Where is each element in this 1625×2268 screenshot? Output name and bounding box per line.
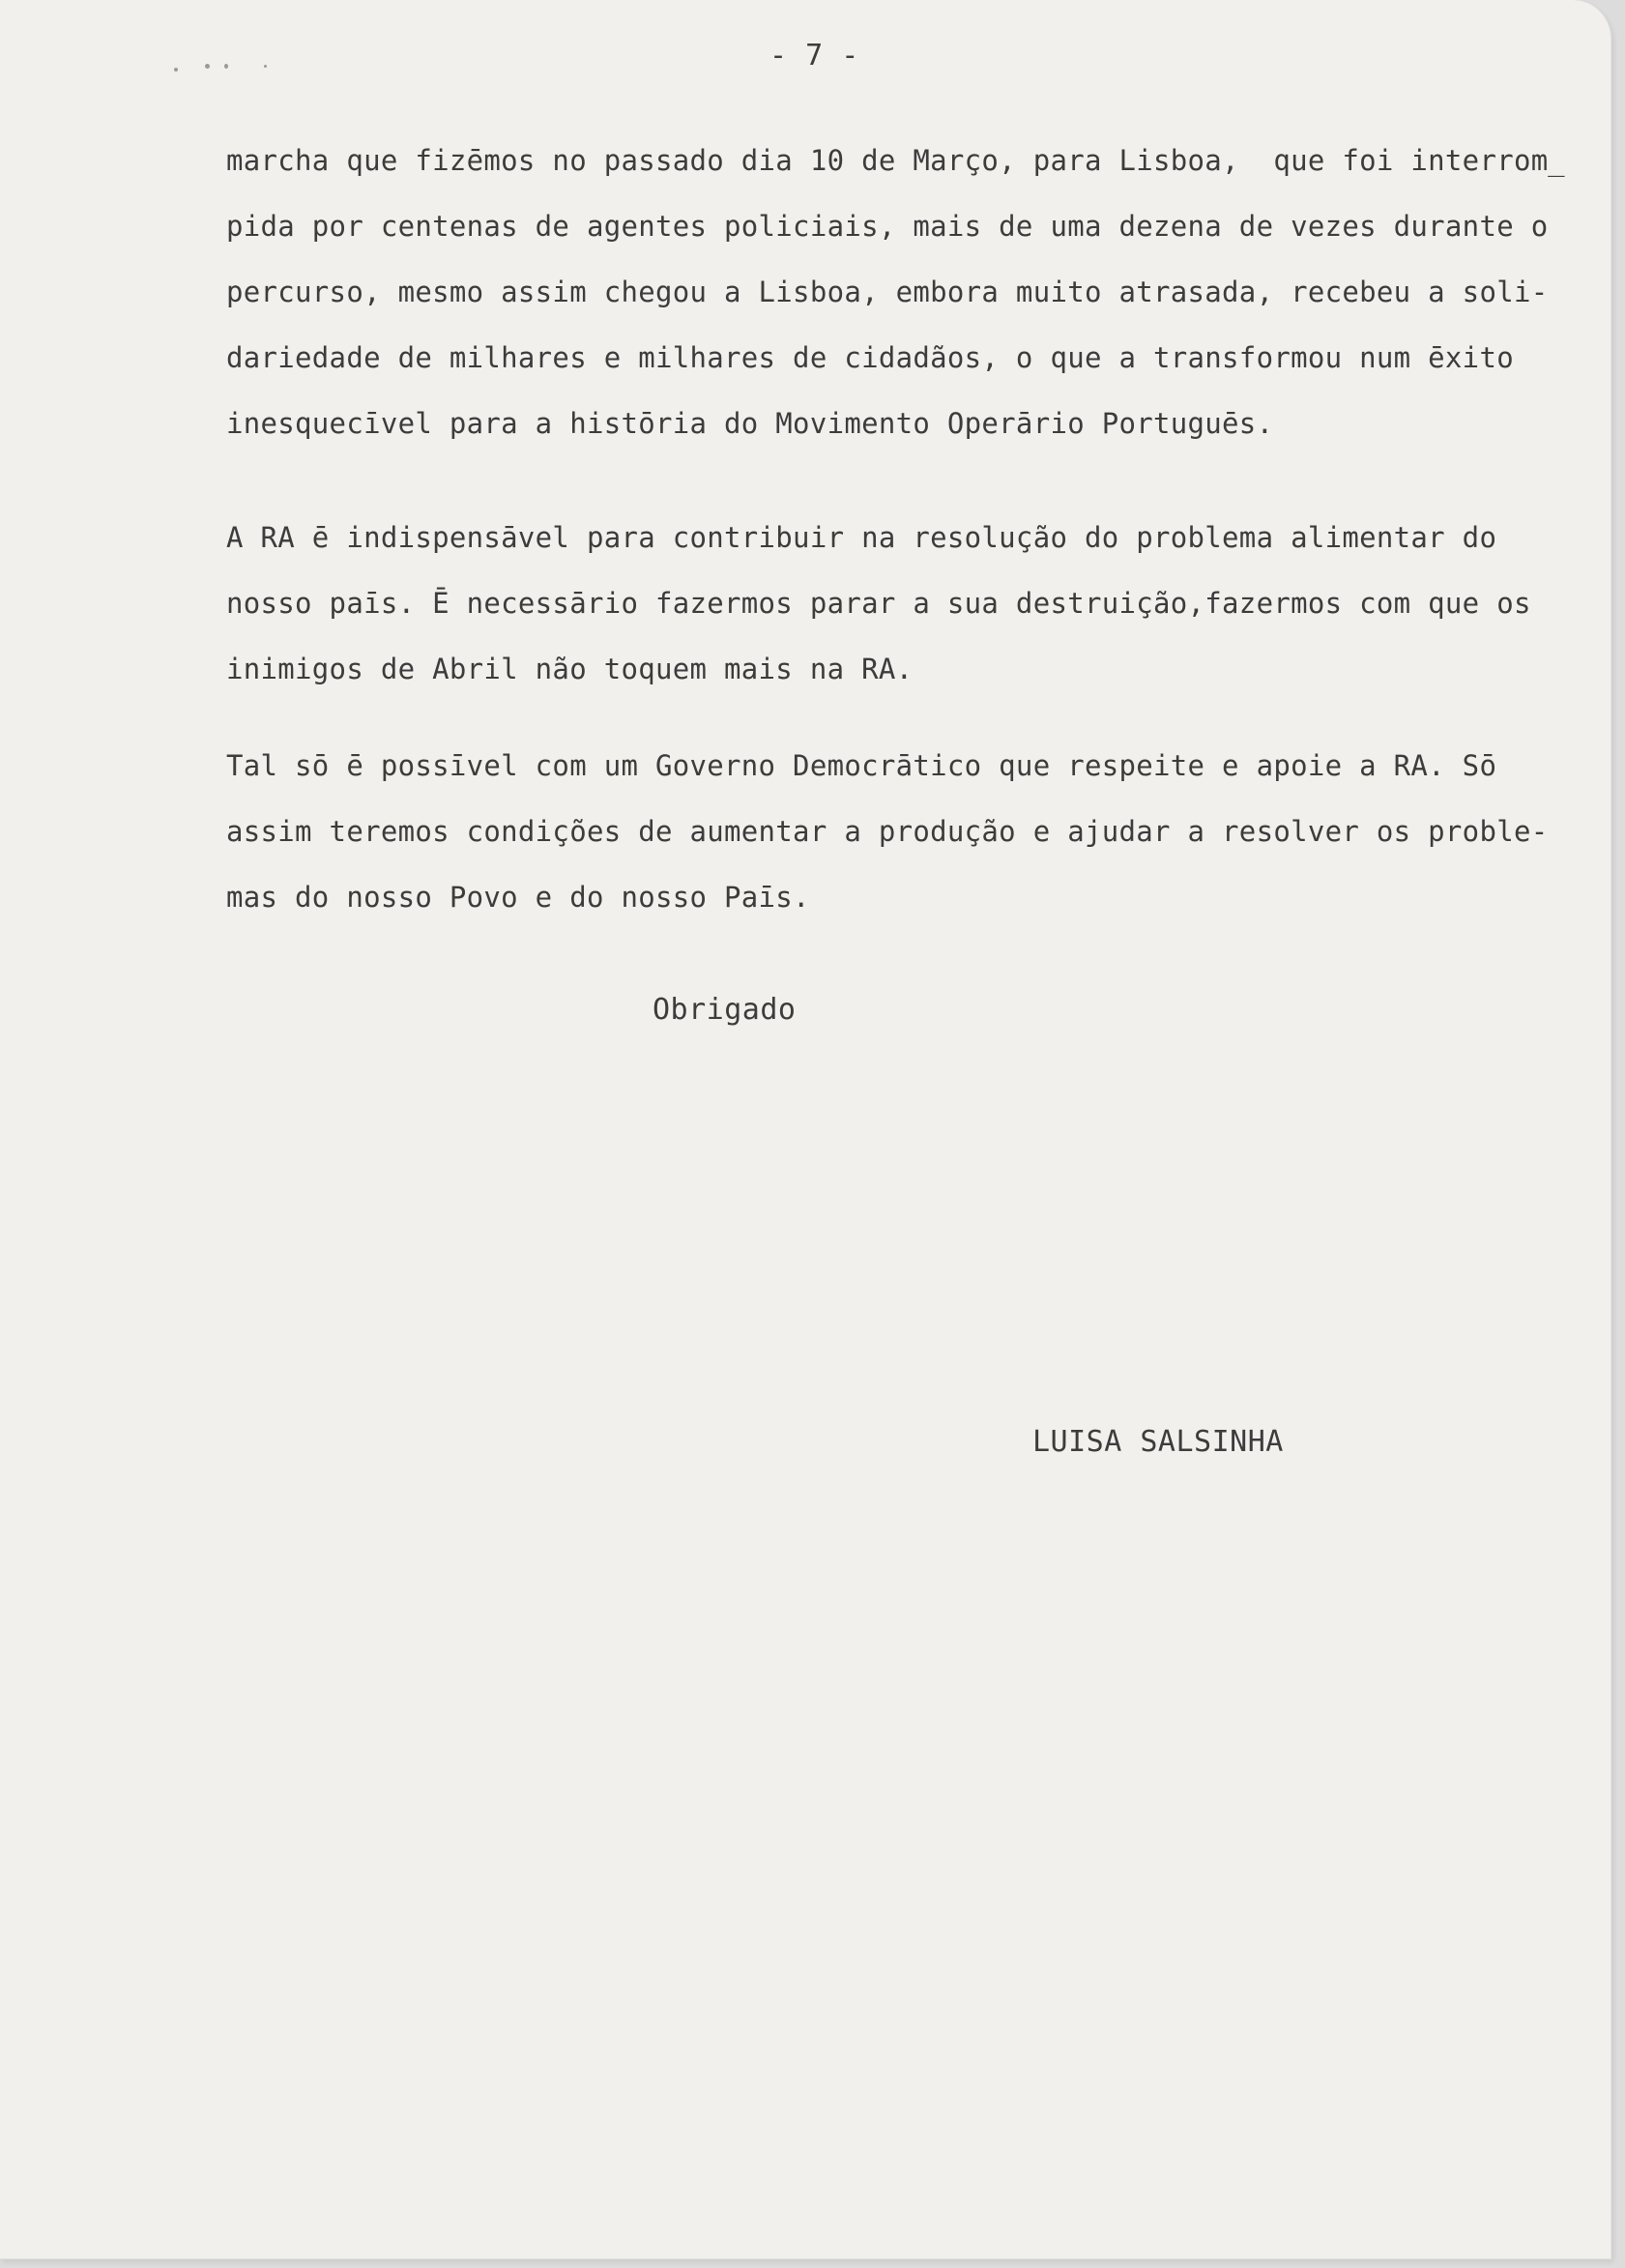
text-line: marcha que fizēmos no passado dia 10 de Março, para Lisboa, que foi interrom̲: [226, 144, 1565, 177]
text-line: A RA ē indispensāvel para contribuir na resolução do problema alimentar do: [226, 521, 1497, 554]
text-line: mas do nosso Povo e do nosso Paīs.: [226, 881, 810, 914]
paper-speck: [264, 65, 267, 68]
text-line: inesquecīvel para a histōria do Movimento Operārio Portuguēs.: [226, 407, 1274, 440]
text-line: Tal sō ē possīvel com um Governo Democrātico que respeite e apoie a RA. Sō: [226, 749, 1497, 782]
closing-text: Obrigado: [653, 993, 797, 1027]
paper-speck: [174, 68, 178, 72]
text-line: percurso, mesmo assim chegou a Lisboa, embora muito atrasada, recebeu a soli-: [226, 276, 1549, 308]
text-line: nosso paīs. Ē necessārio fazermos parar a sua destruição,fazermos com que os: [226, 587, 1531, 620]
page-number: - 7 -: [769, 39, 859, 73]
paragraph: [226, 505, 1531, 702]
paragraph: [226, 128, 1565, 456]
paper-speck: [205, 64, 210, 69]
text-line: dariedade de milhares e milhares de cidadãos, o que a transformou num ēxito: [226, 341, 1514, 374]
paragraph: [226, 733, 1548, 930]
text-line: inimigos de Abril não toquem mais na RA.: [226, 653, 914, 685]
text-line: pida por centenas de agentes policiais, mais de uma dezena de vezes durante o: [226, 210, 1549, 243]
text-line: assim teremos condições de aumentar a produção e ajudar a resolver os proble-: [226, 815, 1549, 848]
signature-name: LUISA SALSINHA: [1032, 1425, 1284, 1459]
paper-speck: [224, 64, 228, 69]
